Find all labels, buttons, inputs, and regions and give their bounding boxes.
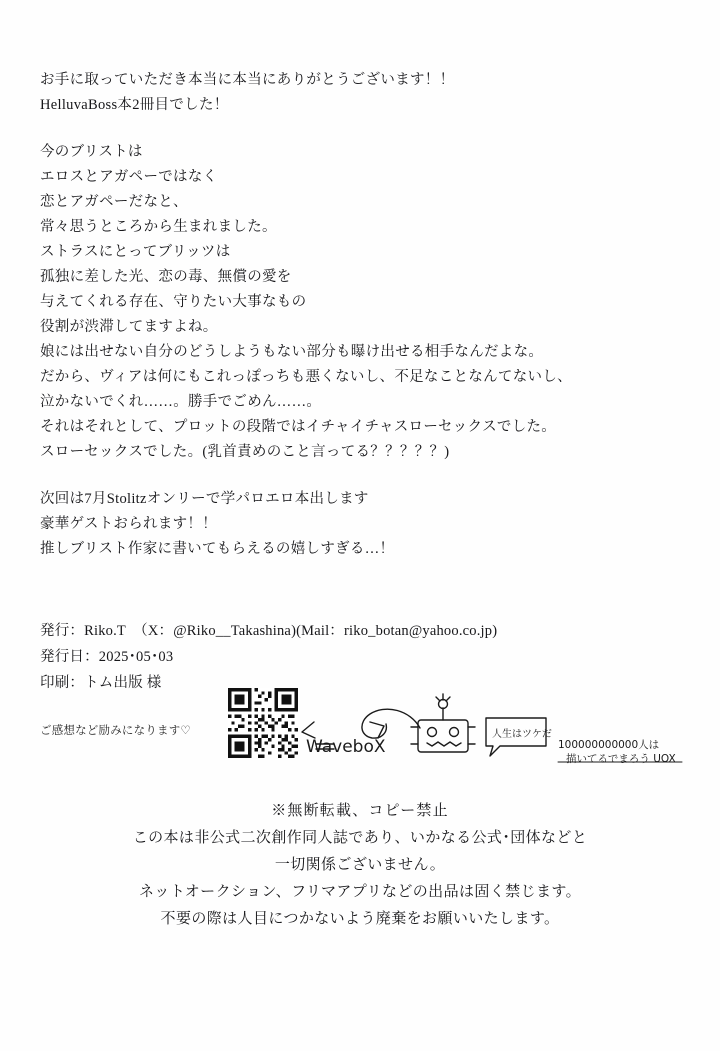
robot-eye-left-icon: [428, 728, 437, 737]
afterword-intro-line: お手に取っていただき本当に本当にありがとうございます！！: [40, 72, 455, 88]
afterword-body-line: エロスとアガペーではなく: [40, 169, 218, 185]
arrow-head-icon: [302, 722, 315, 738]
afterword-body-line: 娘には出せない自分のどうしようもない部分も曝け出せる相手なんだよな。: [40, 344, 544, 360]
side-note-line-2: 描いてるでまろう UOX: [566, 753, 676, 765]
robot-head-icon: [418, 720, 468, 752]
speech-bubble-text: 人生はツケだ: [492, 729, 552, 740]
qr-code-icon[interactable]: [228, 688, 298, 758]
notice-line: 不要の際は人目につかないよう廃棄をお願いいたします。: [160, 911, 560, 927]
afterword-body-line: スローセックスでした。(乳首責めのこと言ってる？？？？？): [40, 444, 450, 460]
afterword-body-line: 与えてくれる存在、守りたい大事なもの: [40, 294, 307, 310]
afterword-body-line: それはそれとして、プロットの段階ではイチャイチャスローセックスでした。: [40, 419, 557, 435]
wavebox-label: WaveboX: [306, 737, 386, 757]
afterword-closing-line: 豪華ゲストおられます！！: [40, 516, 218, 532]
arrow-curve-icon: [362, 709, 420, 738]
afterword-body-line: 恋とアガペーだなと、: [40, 194, 188, 210]
afterword-body-line: 役割が渋滞してますよね。: [40, 319, 218, 335]
afterword-section: [40, 68, 660, 562]
afterword-intro-line: HelluvaBoss本2冊目でした！: [40, 97, 229, 113]
feedback-label: ご感想など励みになります♡: [40, 725, 191, 737]
notice-line: ネットオークション、フリマアプリなどの出品は固く禁じます。: [139, 884, 581, 900]
afterword-closing-line: 推しブリスト作家に書いてもらえるの嬉しすぎる…！: [40, 541, 395, 557]
notice-line: この本は非公式二次創作同人誌であり、いかなる公式･団体などと: [132, 830, 588, 846]
paragraph-spacer: [40, 465, 660, 487]
afterword-body-line: 孤独に差した光、恋の毒、無償の愛を: [40, 269, 292, 285]
afterword-closing-line: 次回は7月Stolitzオンリーで学パロエロ本出します: [40, 491, 369, 507]
notice-section: [0, 798, 720, 933]
afterword-body-line: 泣かないでくれ……。勝手でごめん……。: [40, 394, 322, 410]
colophon-date: 発行日：2025･05･03: [40, 649, 174, 665]
afterword-body-line: だから、ヴィアは何にもこれっぽっちも悪くないし、不足なことなんてないし、: [40, 369, 572, 385]
handdrawn-doodle-group: [300, 680, 700, 790]
colophon-publisher: 発行：Riko.T （X：@Riko__Takashina)(Mail：riko_botan@yahoo.co.jp): [40, 623, 498, 639]
notice-line: ※無断転載、コピー禁止: [271, 803, 449, 819]
afterword-body-line: 今のブリストは: [40, 144, 143, 160]
afterword-body-line: 常々思うところから生まれました。: [40, 219, 277, 235]
robot-eye-right-icon: [450, 728, 459, 737]
side-note-line-1: 100000000000人は: [558, 739, 660, 751]
paragraph-spacer: [40, 118, 660, 140]
notice-line: 一切関係ございません。: [274, 857, 446, 873]
afterword-body-line: ストラスにとってブリッツは: [40, 244, 231, 260]
colophon-printer: 印刷：トム出版 様: [40, 675, 162, 691]
robot-mouth-icon: [427, 742, 461, 746]
